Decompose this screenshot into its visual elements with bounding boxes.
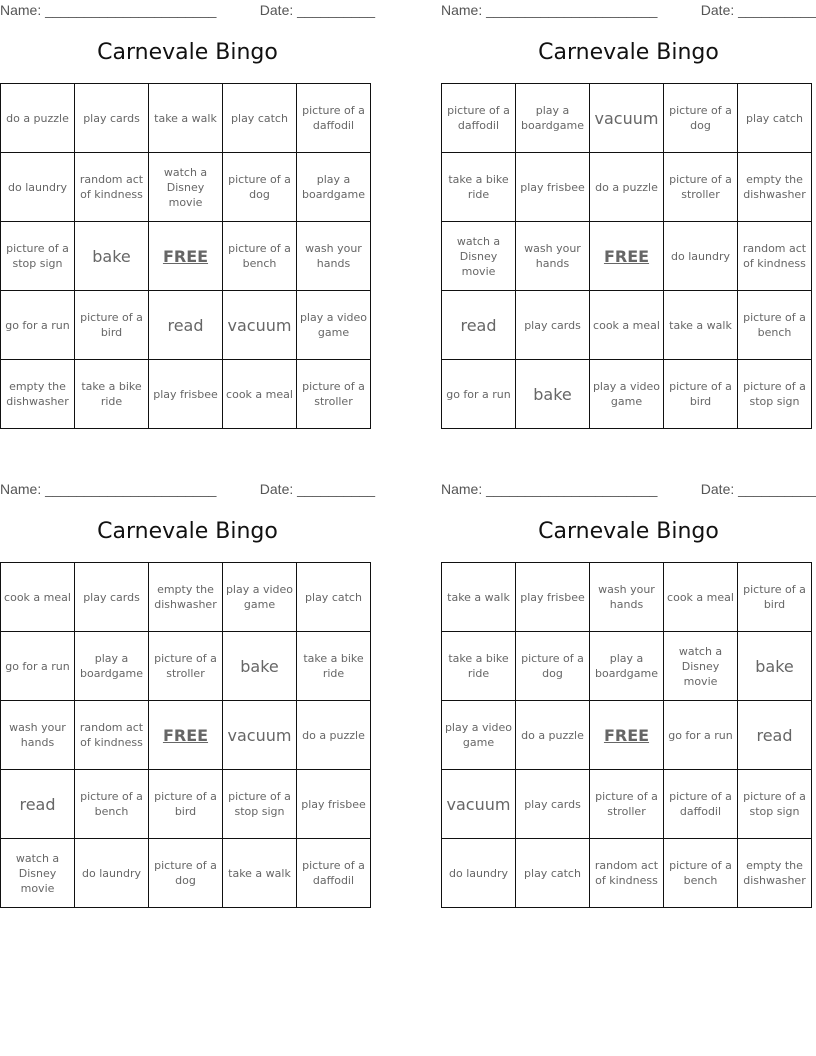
bingo-cell[interactable]: picture of a bird — [75, 291, 149, 360]
bingo-cell[interactable]: picture of a dog — [664, 84, 738, 153]
bingo-cell[interactable]: empty the dishwasher — [738, 839, 812, 908]
bingo-cell[interactable]: play a boardgame — [75, 632, 149, 701]
bingo-cell[interactable]: picture of a daffodil — [297, 839, 371, 908]
bingo-cell[interactable]: picture of a dog — [149, 839, 223, 908]
bingo-cell[interactable]: picture of a stroller — [149, 632, 223, 701]
bingo-cell[interactable]: read — [149, 291, 223, 360]
bingo-card — [0, 0, 375, 408]
bingo-cell[interactable]: play cards — [516, 770, 590, 839]
bingo-cell[interactable]: go for a run — [1, 632, 75, 701]
card-header — [0, 0, 375, 24]
bingo-cell[interactable]: picture of a bench — [223, 222, 297, 291]
bingo-grid — [0, 83, 371, 429]
bingo-cell[interactable]: take a walk — [442, 563, 516, 632]
bingo-cell[interactable]: play catch — [516, 839, 590, 908]
bingo-cell[interactable]: play a video game — [590, 360, 664, 429]
grid-row — [1, 291, 371, 360]
bingo-cell[interactable]: cook a meal — [1, 563, 75, 632]
bingo-cell[interactable]: picture of a bird — [664, 360, 738, 429]
grid-row — [1, 632, 371, 701]
grid-row — [442, 701, 812, 770]
card-header — [441, 479, 816, 503]
grid-row — [1, 84, 371, 153]
free-space[interactable]: FREE — [149, 701, 223, 770]
bingo-cell[interactable]: take a bike ride — [75, 360, 149, 429]
grid-row — [442, 632, 812, 701]
bingo-cell[interactable]: bake — [223, 632, 297, 701]
bingo-cell[interactable]: play catch — [738, 84, 812, 153]
bingo-cell[interactable]: random act of kindness — [75, 701, 149, 770]
grid-row — [1, 563, 371, 632]
grid-row — [1, 360, 371, 429]
bingo-cell[interactable]: read — [442, 291, 516, 360]
grid-row — [442, 153, 812, 222]
bingo-cell[interactable]: play a boardgame — [590, 632, 664, 701]
card-title: Carnevale Bingo — [97, 40, 278, 65]
bingo-cell[interactable]: watch a Disney movie — [1, 839, 75, 908]
bingo-cell[interactable]: read — [1, 770, 75, 839]
card-title: Carnevale Bingo — [538, 519, 719, 544]
bingo-cell[interactable]: wash your hands — [590, 563, 664, 632]
bingo-cell[interactable]: picture of a stroller — [664, 153, 738, 222]
bingo-cell[interactable]: play cards — [516, 291, 590, 360]
date-field[interactable]: Date: __________ — [259, 481, 375, 497]
bingo-cell[interactable]: do a puzzle — [590, 153, 664, 222]
grid-row — [442, 770, 812, 839]
bingo-cell[interactable]: bake — [516, 360, 590, 429]
bingo-cell[interactable]: random act of kindness — [75, 153, 149, 222]
bingo-cell[interactable]: play frisbee — [149, 360, 223, 429]
card-header — [0, 479, 375, 503]
card-title: Carnevale Bingo — [97, 519, 278, 544]
card-title: Carnevale Bingo — [538, 40, 719, 65]
grid-row — [442, 563, 812, 632]
bingo-cell[interactable]: wash your hands — [1, 701, 75, 770]
grid-row — [1, 701, 371, 770]
bingo-cell[interactable]: picture of a bench — [664, 839, 738, 908]
bingo-cell[interactable]: take a walk — [664, 291, 738, 360]
bingo-cell[interactable]: wash your hands — [297, 222, 371, 291]
bingo-cell[interactable]: take a bike ride — [442, 632, 516, 701]
grid-row — [442, 291, 812, 360]
bingo-cell[interactable]: do a puzzle — [297, 701, 371, 770]
bingo-cell[interactable]: do a puzzle — [516, 701, 590, 770]
bingo-cell[interactable]: picture of a bench — [738, 291, 812, 360]
name-field[interactable]: Name: ______________________ — [441, 2, 658, 18]
bingo-cell[interactable]: go for a run — [664, 701, 738, 770]
bingo-cell[interactable]: play catch — [297, 563, 371, 632]
bingo-cell[interactable]: vacuum — [223, 291, 297, 360]
bingo-cell[interactable]: bake — [75, 222, 149, 291]
bingo-cell[interactable]: picture of a stop sign — [738, 770, 812, 839]
grid-row — [1, 770, 371, 839]
bingo-cell[interactable]: take a bike ride — [442, 153, 516, 222]
free-space[interactable]: FREE — [590, 222, 664, 291]
bingo-cell[interactable]: picture of a dog — [516, 632, 590, 701]
bingo-cell[interactable]: empty the dishwasher — [1, 360, 75, 429]
grid-row — [1, 222, 371, 291]
bingo-cell[interactable]: picture of a stroller — [590, 770, 664, 839]
bingo-cell[interactable]: play a video game — [223, 563, 297, 632]
bingo-cell[interactable]: picture of a daffodil — [664, 770, 738, 839]
bingo-cell[interactable]: take a walk — [223, 839, 297, 908]
date-field[interactable]: Date: __________ — [700, 2, 816, 18]
bingo-cell[interactable]: do laundry — [442, 839, 516, 908]
card-header — [441, 0, 816, 24]
bingo-cell[interactable]: random act of kindness — [590, 839, 664, 908]
bingo-cell[interactable]: watch a Disney movie — [149, 153, 223, 222]
bingo-cell[interactable]: random act of kindness — [738, 222, 812, 291]
grid-row — [442, 222, 812, 291]
bingo-card — [0, 479, 375, 895]
bingo-cell[interactable]: play cards — [75, 84, 149, 153]
bingo-cell[interactable]: vacuum — [223, 701, 297, 770]
bingo-cell[interactable]: play a video game — [297, 291, 371, 360]
bingo-cell[interactable]: wash your hands — [516, 222, 590, 291]
bingo-cell[interactable]: cook a meal — [223, 360, 297, 429]
bingo-cell[interactable]: vacuum — [442, 770, 516, 839]
bingo-cell[interactable]: empty the dishwasher — [738, 153, 812, 222]
bingo-cell[interactable]: play catch — [223, 84, 297, 153]
name-field[interactable]: Name: ______________________ — [0, 2, 217, 18]
bingo-cell[interactable]: read — [738, 701, 812, 770]
bingo-cell[interactable]: do laundry — [664, 222, 738, 291]
date-field[interactable]: Date: __________ — [700, 481, 816, 497]
grid-row — [442, 839, 812, 908]
bingo-cell[interactable]: watch a Disney movie — [442, 222, 516, 291]
bingo-cell[interactable]: watch a Disney movie — [664, 632, 738, 701]
bingo-cell[interactable]: go for a run — [1, 291, 75, 360]
bingo-cell[interactable]: picture of a stop sign — [223, 770, 297, 839]
grid-row — [442, 360, 812, 429]
bingo-cell[interactable]: do laundry — [75, 839, 149, 908]
date-field[interactable]: Date: __________ — [259, 2, 375, 18]
bingo-cell[interactable]: cook a meal — [664, 563, 738, 632]
bingo-grid — [0, 562, 371, 908]
bingo-cell[interactable]: take a walk — [149, 84, 223, 153]
grid-row — [1, 153, 371, 222]
bingo-cell[interactable]: do laundry — [1, 153, 75, 222]
bingo-grid — [441, 83, 812, 429]
bingo-cell[interactable]: do a puzzle — [1, 84, 75, 153]
bingo-cell[interactable]: empty the dishwasher — [149, 563, 223, 632]
grid-row — [442, 84, 812, 153]
bingo-cell[interactable]: picture of a bench — [75, 770, 149, 839]
bingo-cell[interactable]: go for a run — [442, 360, 516, 429]
bingo-cell[interactable]: play frisbee — [297, 770, 371, 839]
bingo-cell[interactable]: picture of a stop sign — [1, 222, 75, 291]
bingo-cell[interactable]: play a boardgame — [516, 84, 590, 153]
bingo-cell[interactable]: picture of a bird — [738, 563, 812, 632]
bingo-cell[interactable]: picture of a stroller — [297, 360, 371, 429]
bingo-cell[interactable]: play a boardgame — [297, 153, 371, 222]
bingo-cell[interactable]: play frisbee — [516, 563, 590, 632]
bingo-cell[interactable]: play a video game — [442, 701, 516, 770]
bingo-cell[interactable]: cook a meal — [590, 291, 664, 360]
bingo-cell[interactable]: play cards — [75, 563, 149, 632]
bingo-cell[interactable]: take a bike ride — [297, 632, 371, 701]
name-field[interactable]: Name: ______________________ — [441, 481, 658, 497]
bingo-cell[interactable]: picture of a daffodil — [442, 84, 516, 153]
bingo-cell[interactable]: bake — [738, 632, 812, 701]
bingo-grid — [441, 562, 812, 908]
bingo-cell[interactable]: picture of a dog — [223, 153, 297, 222]
free-space[interactable]: FREE — [149, 222, 223, 291]
bingo-cell[interactable]: picture of a stop sign — [738, 360, 812, 429]
free-space[interactable]: FREE — [590, 701, 664, 770]
bingo-card — [441, 0, 816, 408]
grid-row — [1, 839, 371, 908]
name-field[interactable]: Name: ______________________ — [0, 481, 217, 497]
bingo-cell[interactable]: picture of a bird — [149, 770, 223, 839]
bingo-card — [441, 479, 816, 887]
bingo-cell[interactable]: picture of a daffodil — [297, 84, 371, 153]
bingo-cell[interactable]: play frisbee — [516, 153, 590, 222]
bingo-cell[interactable]: vacuum — [590, 84, 664, 153]
